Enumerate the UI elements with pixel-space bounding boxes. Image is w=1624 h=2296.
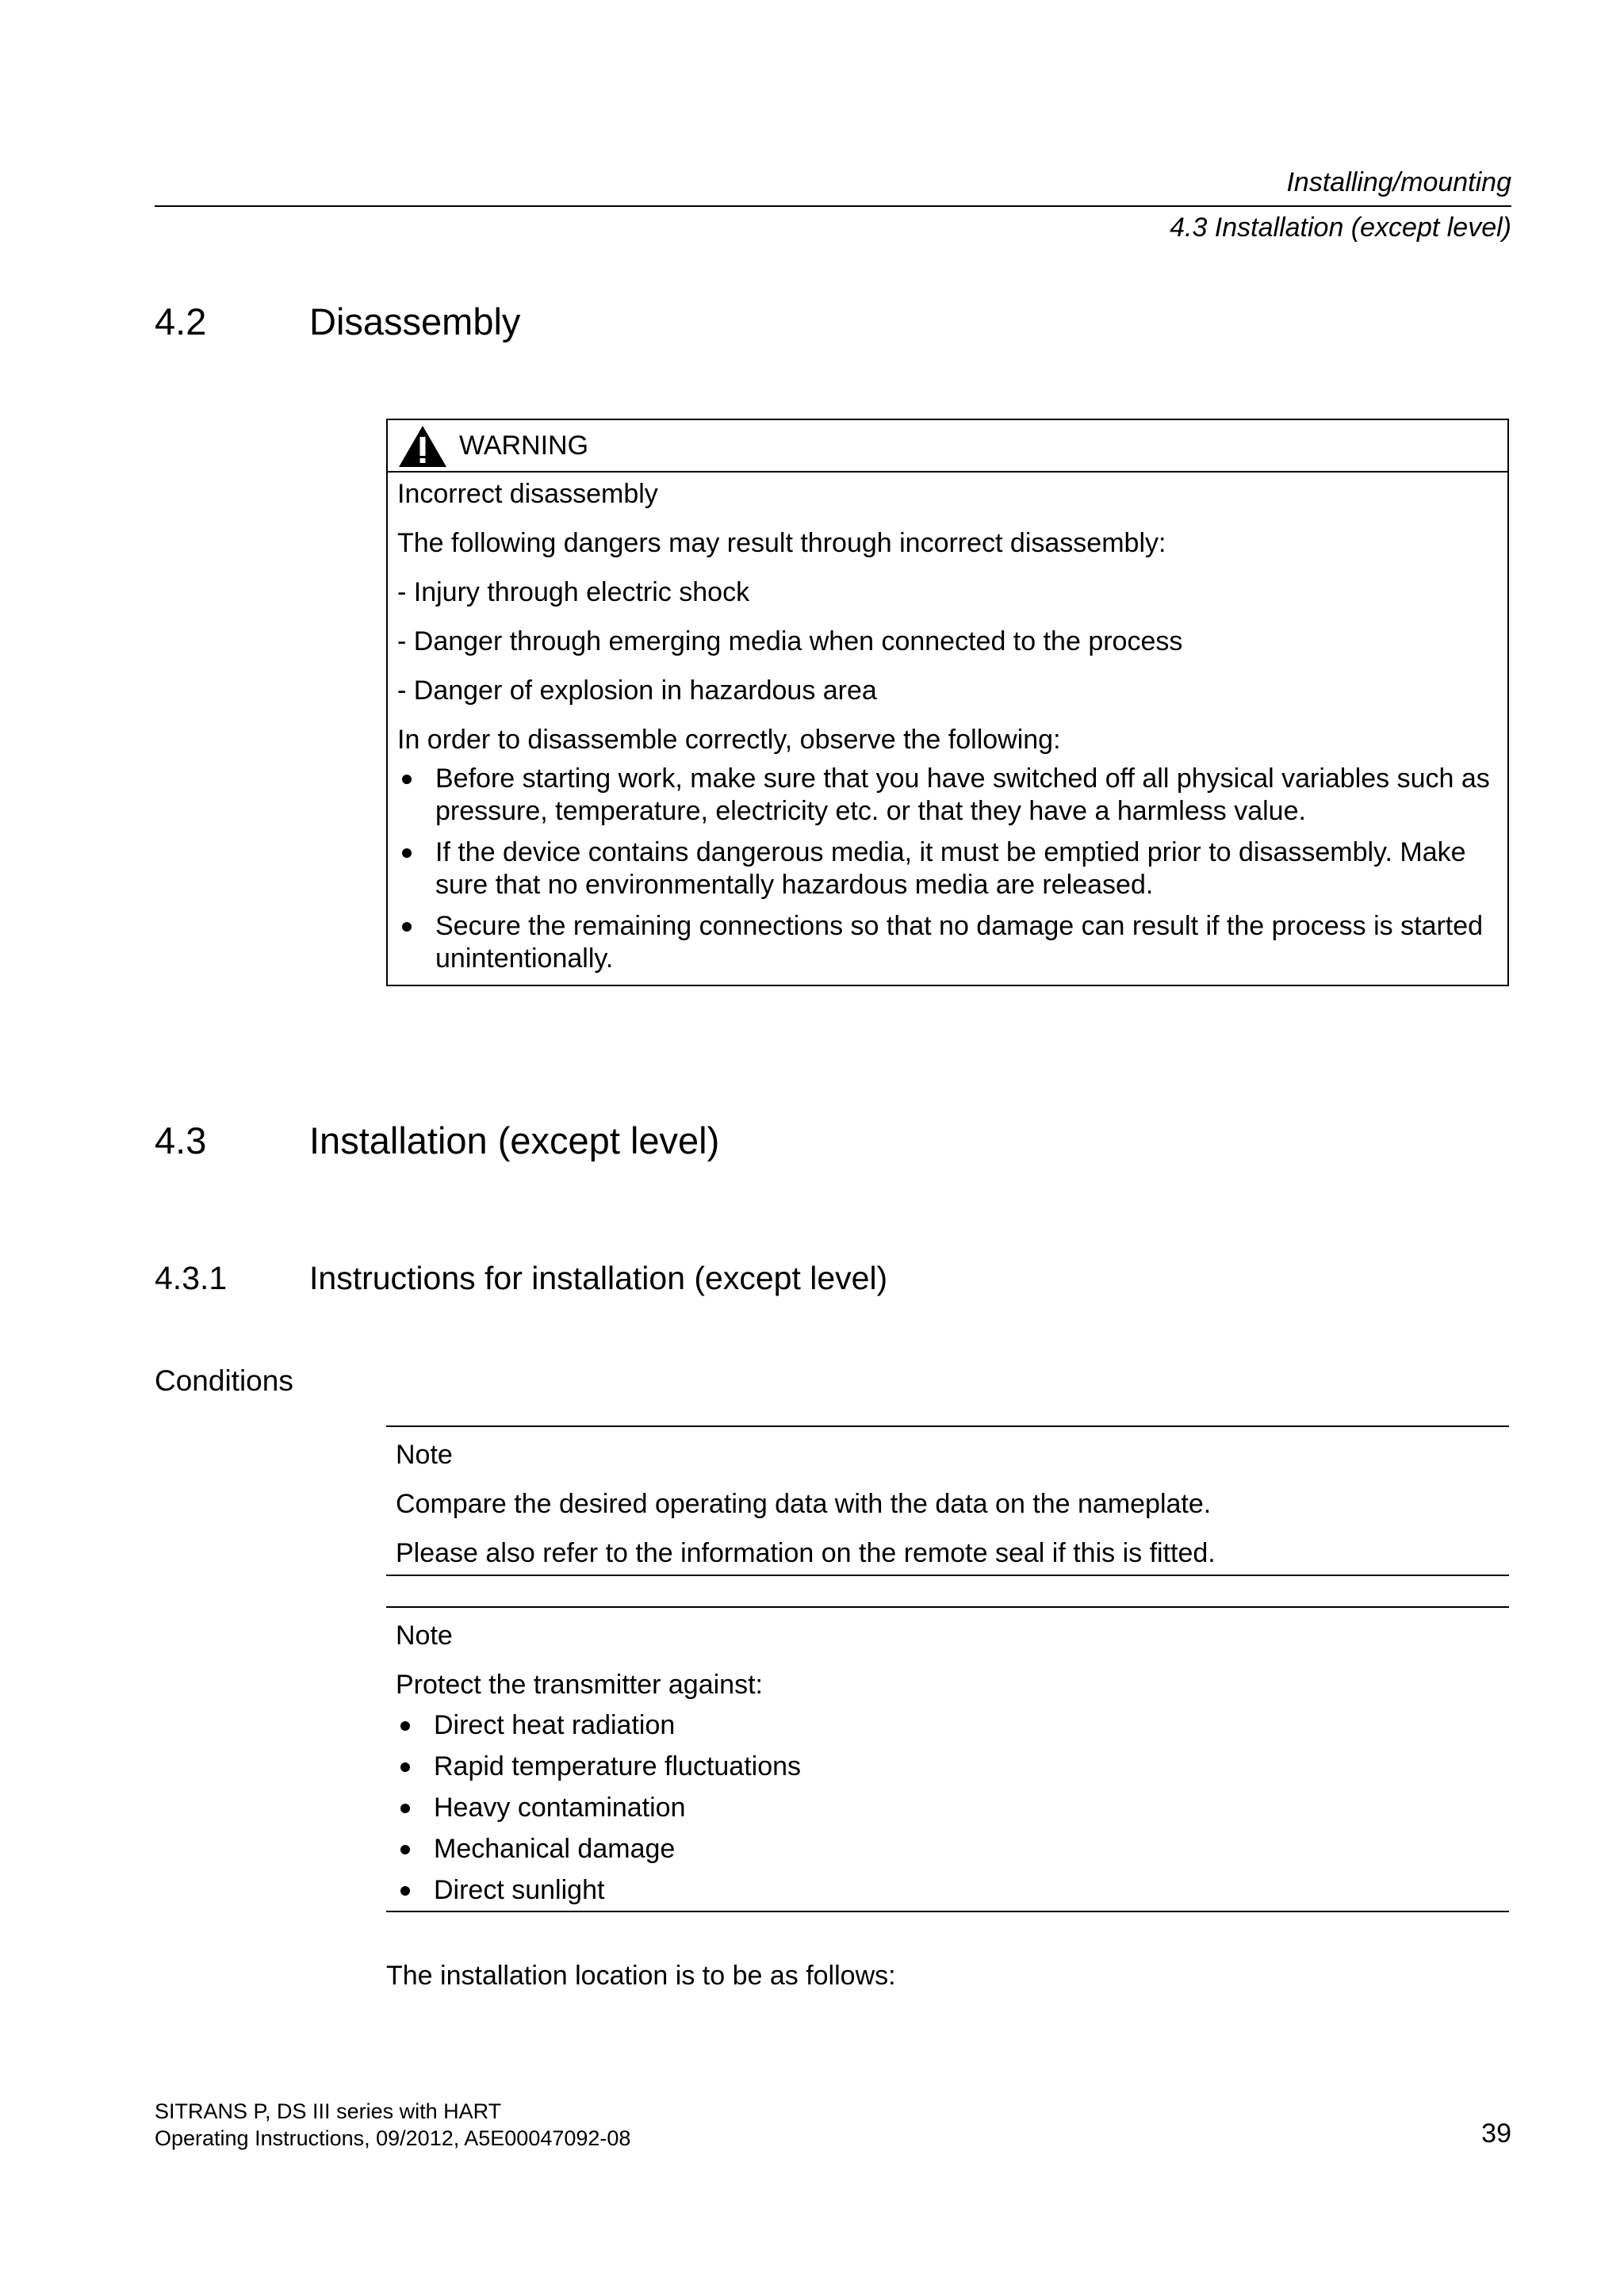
list-item-text: Mechanical damage xyxy=(434,1834,676,1864)
section-number: 4.2 xyxy=(155,300,207,342)
list-item-text: Direct sunlight xyxy=(434,1875,605,1905)
note-box xyxy=(386,1606,1509,1912)
list-item-text: sure that no environmentally hazardous media are released. xyxy=(435,870,1154,900)
subsection-number: 4.3.1 xyxy=(155,1260,228,1296)
section-title: Disassembly xyxy=(309,300,521,342)
bullet-icon xyxy=(400,1762,410,1772)
danger-item: - Injury through electric shock xyxy=(397,577,750,607)
list-item-text: Heavy contamination xyxy=(434,1793,686,1823)
bullet-icon xyxy=(402,922,412,932)
warning-header xyxy=(388,420,1507,473)
header-rule xyxy=(155,205,1511,207)
warning-intro: The following dangers may result through incorrect disassembly: xyxy=(397,528,1166,558)
note-text: Please also refer to the information on the remote seal if this is fitted. xyxy=(396,1538,1216,1568)
list-item-text: Direct heat radiation xyxy=(434,1710,676,1740)
list-item-text: Secure the remaining connections so that no damage can result if the process is started xyxy=(435,911,1484,941)
body-text: The installation location is to be as follows: xyxy=(386,1961,896,1991)
bullet-icon xyxy=(402,848,412,858)
warning-box xyxy=(386,419,1509,986)
list-item-text: Rapid temperature fluctuations xyxy=(434,1751,802,1781)
danger-item: - Danger through emerging media when connected to the process xyxy=(397,626,1183,656)
list-item-text: Before starting work, make sure that you have switched off all physical variables such as xyxy=(435,763,1490,794)
section-number: 4.3 xyxy=(155,1119,207,1161)
danger-item: - Danger of explosion in hazardous area xyxy=(397,675,877,706)
note-intro: Protect the transmitter against: xyxy=(396,1670,763,1700)
section-title: Installation (except level) xyxy=(309,1119,720,1161)
conditions-heading: Conditions xyxy=(155,1364,293,1397)
note-label: Note xyxy=(396,1621,453,1651)
warning-label: WARNING xyxy=(459,430,589,461)
page-number: 39 xyxy=(1481,2118,1511,2149)
bullet-icon xyxy=(400,1804,410,1813)
subsection-title: Instructions for installation (except level) xyxy=(309,1260,888,1296)
footer-document: Operating Instructions, 09/2012, A5E00047092-08 xyxy=(155,2126,631,2150)
note-label: Note xyxy=(396,1440,453,1470)
footer xyxy=(155,2098,630,2152)
bullet-icon xyxy=(400,1886,410,1896)
bullet-icon xyxy=(400,1721,410,1731)
warning-title: Incorrect disassembly xyxy=(397,479,658,509)
note-box xyxy=(386,1425,1509,1576)
running-header-chapter: Installing/mounting xyxy=(1286,167,1511,197)
running-header-section: 4.3 Installation (except level) xyxy=(1170,212,1511,243)
warning-observe: In order to disassemble correctly, observe the following: xyxy=(397,725,1061,755)
list-item-text: If the device contains dangerous media, it must be emptied prior to disassembly. Make xyxy=(435,837,1466,867)
list-item-text: pressure, temperature, electricity etc. or that they have a harmless value. xyxy=(435,796,1306,826)
footer-product: SITRANS P, DS III series with HART xyxy=(155,2099,502,2123)
note-text: Compare the desired operating data with the data on the nameplate. xyxy=(396,1489,1212,1519)
warning-triangle-icon xyxy=(397,424,448,469)
bullet-icon xyxy=(400,1845,410,1854)
list-item-text: unintentionally. xyxy=(435,943,614,974)
bullet-icon xyxy=(402,775,412,784)
